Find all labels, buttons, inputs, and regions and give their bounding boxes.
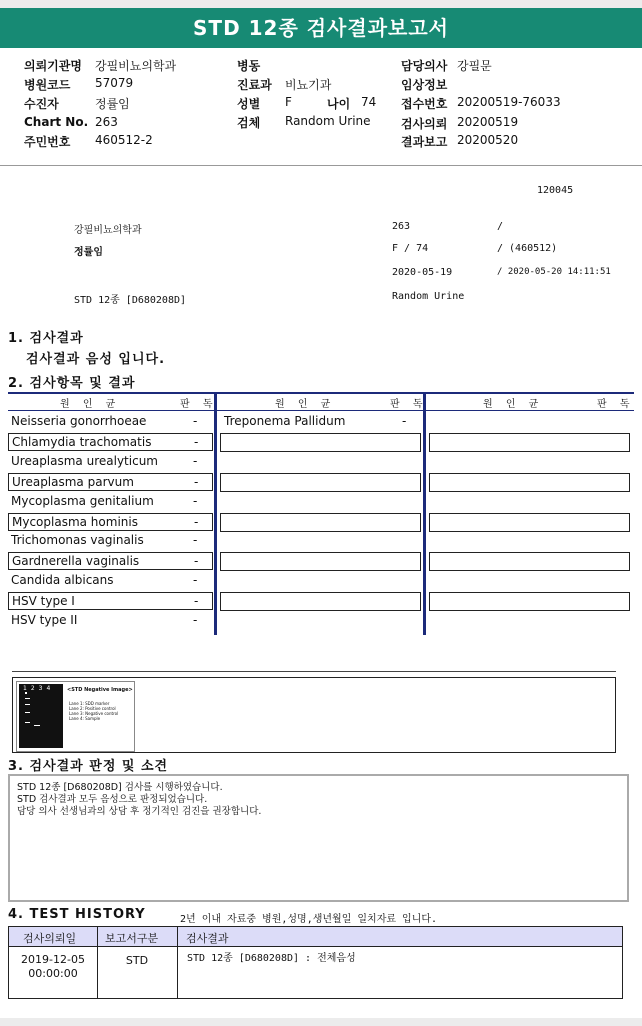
header-label: 의뢰기관명	[24, 59, 82, 73]
header-label: 검사의뢰	[401, 117, 448, 131]
pathogen-name: Ureaplasma urealyticum	[11, 453, 158, 468]
pathogen-name: Treponema Pallidum	[224, 414, 346, 428]
results-divider-2	[423, 392, 426, 635]
pathogen-result: -	[193, 453, 198, 468]
printout-code: 120045	[537, 185, 574, 196]
report-title: STD 12종 검사결과보고서	[0, 8, 642, 48]
history-header-result: 검사결과	[186, 932, 229, 945]
opinion-box	[8, 774, 629, 902]
pathogen-name: Gardnerella vaginalis	[12, 554, 140, 569]
history-table	[8, 926, 623, 999]
col2-header-pathogen: 원 인 균	[275, 399, 336, 410]
printout-sex-age: F / 74	[392, 243, 429, 254]
col3-header-pathogen: 원 인 균	[483, 399, 544, 410]
pathogen-result: -	[193, 414, 198, 428]
header-label: 수진자	[24, 97, 59, 111]
section1-title: 1. 검사결과	[8, 331, 84, 346]
history-date: 2019-12-05	[21, 953, 85, 966]
opinion-text: STD 12종 [D680208D] 검사를 시행하였습니다. STD 검사결과 모두 음성으로 판정되었습니다. 담당 의사 선생님과의 상담 후 정기적인 검진을 권장합니다.	[17, 782, 262, 817]
pathogen-name: Trichomonas vaginalis	[11, 533, 144, 548]
gel-lane-numbers: 1234	[23, 685, 55, 692]
age-value: 74	[361, 95, 377, 109]
results-top-rule	[8, 392, 634, 394]
gel-image	[16, 681, 135, 752]
table-row	[8, 453, 213, 471]
header-value: 강필비뇨의학과	[95, 59, 177, 73]
table-row	[8, 592, 213, 610]
table-row	[8, 532, 213, 550]
age-label: 나이	[327, 97, 351, 111]
table-row	[9, 953, 97, 981]
pathogen-result: -	[193, 493, 198, 508]
pathogen-name: Mycoplasma hominis	[12, 514, 138, 529]
header-value: Random Urine	[285, 114, 371, 128]
table-row	[8, 572, 213, 590]
pathogen-result: -	[194, 594, 199, 609]
results-header-rule	[8, 410, 634, 411]
header-value: 20200519-76033	[457, 95, 561, 109]
header-label: 진료과	[237, 78, 272, 92]
pathogen-name: Mycoplasma genitalium	[11, 493, 154, 508]
header-label: 성별	[237, 97, 261, 111]
empty-result-box	[429, 592, 630, 611]
pathogen-result: -	[194, 554, 199, 569]
table-row	[8, 513, 213, 531]
pathogen-name: Neisseria gonorrhoeae	[11, 414, 147, 428]
history-header-type: 보고서구분	[105, 932, 159, 945]
header-label: 병동	[237, 59, 261, 73]
printout-test: STD 12종 [D680208D]	[74, 295, 187, 306]
history-time: 00:00:00	[28, 967, 78, 980]
header-value: 20200520	[457, 133, 519, 147]
header-label: 검체	[237, 116, 261, 130]
history-table-header	[9, 927, 622, 947]
printout-hospital: 강필비뇨의학과	[74, 225, 142, 236]
header-label: Chart No.	[24, 115, 89, 129]
header-divider	[0, 165, 642, 166]
gel-legend: Lane 1: SDD marker Lane 2: Positive control Lane 3: Negative control Lane 4: Sample	[69, 701, 119, 721]
pathogen-name: Candida albicans	[11, 573, 114, 588]
empty-result-box	[429, 552, 630, 571]
header-value: 정률임	[95, 97, 130, 111]
empty-result-box	[220, 473, 421, 492]
empty-result-box	[429, 513, 630, 532]
pathogen-result: -	[193, 573, 198, 588]
pathogen-name: HSV type II	[11, 613, 78, 627]
section4-title: 4. TEST HISTORY	[8, 907, 146, 922]
table-row	[8, 552, 213, 570]
header-value: 57079	[95, 76, 134, 90]
header-value: 20200519	[457, 115, 519, 129]
printout-specimen: Random Urine	[392, 291, 465, 302]
table-row	[8, 473, 213, 491]
history-type: STD	[125, 954, 149, 967]
empty-result-box	[220, 592, 421, 611]
table-row	[8, 413, 213, 431]
printout-name: 정률임	[74, 247, 103, 258]
gel-caption-title: <STD Negative Image>	[67, 687, 133, 693]
section2-title: 2. 검사항목 및 결과	[8, 376, 136, 391]
header-label: 병원코드	[24, 78, 71, 92]
pathogen-result: -	[193, 533, 198, 548]
history-result: STD 12종 [D680208D] : 전체음성	[187, 953, 356, 964]
pathogen-name: HSV type I	[12, 594, 75, 609]
pathogen-result: -	[194, 434, 199, 449]
printout-chart: 263	[392, 221, 411, 232]
empty-result-box	[429, 433, 630, 452]
header-label: 접수번호	[401, 97, 448, 111]
pathogen-result: -	[194, 514, 199, 529]
empty-result-box	[220, 513, 421, 532]
header-value: 263	[95, 115, 118, 129]
gel-lanes	[19, 684, 63, 748]
col3-header-result: 판 독	[597, 399, 635, 410]
gel-top-rule	[12, 671, 616, 672]
table-row	[8, 612, 213, 630]
pathogen-result: -	[402, 414, 407, 428]
header-value: 460512-2	[95, 133, 153, 147]
printout-date-report: / 2020-05-20 14:11:51	[497, 267, 611, 277]
pathogen-result: -	[193, 613, 198, 627]
section1-result-text: 검사결과 음성 입니다.	[26, 352, 166, 367]
header-value: 강필문	[457, 59, 492, 73]
header-label: 담당의사	[401, 59, 448, 73]
table-row	[8, 493, 213, 511]
empty-result-box	[220, 433, 421, 452]
table-row	[8, 433, 213, 451]
history-header-date: 검사의뢰일	[23, 932, 77, 945]
pathogen-result: -	[194, 474, 199, 489]
header-label: 주민번호	[24, 135, 71, 149]
printout-slash: /	[497, 221, 504, 232]
col2-header-result: 판 독	[390, 399, 428, 410]
header-value: F	[285, 95, 292, 109]
header-label: 결과보고	[401, 135, 448, 149]
header-value: 비뇨기과	[285, 78, 332, 92]
results-divider-1	[214, 392, 217, 635]
history-note: 2년 이내 자료중 병원,성명,생년월일 일치자료 입니다.	[180, 914, 438, 925]
col1-header-pathogen: 원 인 균	[60, 399, 121, 410]
empty-result-box	[429, 473, 630, 492]
header-label: 임상정보	[401, 78, 448, 92]
section3-title: 3. 검사결과 판정 및 소견	[8, 759, 169, 774]
pathogen-name: Ureaplasma parvum	[12, 474, 134, 489]
printout-rrn: / (460512)	[497, 243, 558, 254]
printout-date-request: 2020-05-19	[392, 267, 453, 278]
col1-header-result: 판 독	[180, 399, 218, 410]
pathogen-name: Chlamydia trachomatis	[12, 434, 152, 449]
empty-result-box	[220, 552, 421, 571]
